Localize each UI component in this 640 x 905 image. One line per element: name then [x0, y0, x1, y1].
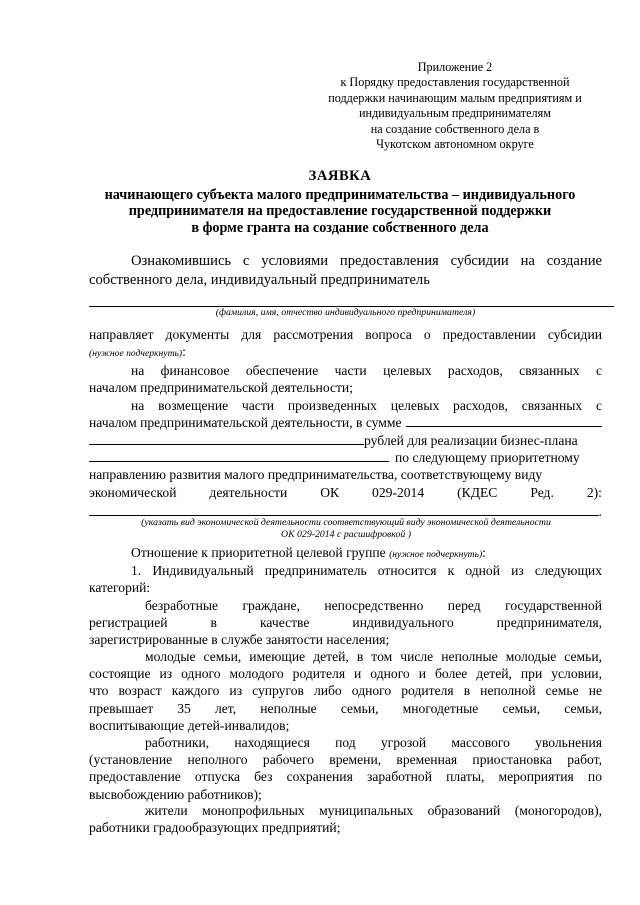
- amount-block: рублей для реализации бизнес-плана по следующему приоритетному направлению развития малого предпринимательства, соответствующему виду экономической деятельности ОК 029-2014 (КДЕС Ред. 2): .: [89, 433, 602, 519]
- appendix-line: поддержки начинающим малым предприятиям и: [328, 90, 582, 105]
- directs-colon: :: [182, 344, 186, 360]
- okved-field[interactable]: [89, 501, 599, 516]
- category-line: жители монопрофильных муниципальных образований (моногородов),: [145, 803, 602, 818]
- okved-line: [89, 484, 602, 501]
- okved-caption-line: (указать вид экономической деятельности соответствующий виду экономической деятельности: [141, 517, 551, 528]
- appendix-line: на создание собственного дела в: [370, 121, 540, 136]
- category-unemployed: [89, 597, 602, 649]
- appendix-line: к Порядку предоставления государственной: [340, 75, 570, 90]
- category-line: превышает 35 лет, неполные семьи, многодетные семьи, семьи,: [89, 700, 602, 716]
- category-monotowns: [89, 802, 602, 836]
- category-young-families: [89, 648, 602, 734]
- okved-word: 029-2014: [372, 484, 425, 500]
- intro-paragraph: [89, 252, 602, 290]
- title-line: предпринимателя на предоставление государственной поддержки: [128, 203, 552, 220]
- category-line: воспитывающие детей-инвалидов;: [89, 717, 290, 733]
- target-note: (нужное подчеркнуть): [389, 549, 483, 560]
- option-line: на возмещение части произведенных целевых расходов, связанных с: [131, 398, 602, 413]
- appendix-header: [320, 60, 590, 152]
- item-1: [89, 562, 602, 596]
- category-line: безработные граждане, непосредственно перед государственной: [145, 598, 602, 613]
- title-main: ЗАЯВКА: [308, 168, 372, 184]
- category-line: зарегистрированные в службе занятости населения;: [89, 632, 390, 648]
- title-line: в форме гранта на создание собственного дела: [191, 219, 489, 236]
- directs-line: направляет документы для рассмотрения вопроса о предоставлении субсидии: [89, 327, 602, 342]
- amount-label: рублей для реализации бизнес-плана: [364, 433, 578, 448]
- target-colon: :: [482, 545, 486, 560]
- okved-word: деятельности: [209, 484, 288, 500]
- category-line: высвобождению работников);: [89, 786, 262, 802]
- fio-caption: (фамилия, имя, отчество индивидуального предпринимателя): [215, 307, 476, 318]
- item-line: категорий:: [89, 580, 151, 596]
- okved-word: (КДЕС: [457, 484, 498, 500]
- intro-line: Ознакомившись с условиями предоставления субсидии на создание: [131, 253, 602, 269]
- category-line: регистрацией в качестве индивидуального предпринимателя,: [89, 615, 602, 631]
- okved-word: 2):: [586, 484, 602, 500]
- intro-line: собственного дела, индивидуальный предприниматель: [89, 272, 430, 288]
- direction-line: направлению развития малого предпринимательства, соответствующему виду: [89, 467, 543, 483]
- priority-label: по следующему приоритетному: [395, 450, 580, 466]
- okved-word: Ред.: [530, 484, 554, 500]
- option-line: на финансовое обеспечение части целевых расходов, связанных с: [131, 363, 602, 378]
- item-line: 1. Индивидуальный предприниматель относится к одной из следующих: [131, 563, 602, 578]
- category-line: (установление неполного рабочего времени, временная приостановка работ,: [89, 752, 602, 768]
- directs-note: (нужное подчеркнуть): [89, 348, 183, 360]
- document-title: [60, 168, 620, 236]
- category-line: работники градообразующих предприятий;: [89, 820, 341, 836]
- fio-block: [89, 306, 602, 319]
- option-financing: [89, 362, 602, 396]
- category-line: состоящие из одного молодого родителя и одного и более детей, при условии,: [89, 666, 602, 682]
- okved-caption-line: ОК 029-2014 с расшифровкой ): [281, 528, 411, 540]
- option-line: началом предпринимательской деятельности;: [89, 380, 353, 396]
- amount-field[interactable]: [406, 426, 602, 427]
- amount-words-field[interactable]: [89, 444, 364, 445]
- okved-word: экономической: [89, 484, 177, 500]
- category-workers-at-risk: [89, 734, 602, 803]
- category-line: работники, находящиеся под угрозой массового увольнения: [145, 735, 602, 750]
- option-line: началом предпринимательской деятельности, в сумме: [89, 415, 402, 431]
- category-line: что возраст каждого из супругов либо одного родителя в неполной семье не: [89, 683, 602, 699]
- okved-word: ОК: [320, 484, 340, 500]
- directs-paragraph: [89, 326, 602, 362]
- appendix-line: Чукотском автономном округе: [376, 137, 534, 152]
- okved-caption: [86, 517, 606, 540]
- option-reimbursement: [89, 397, 602, 431]
- target-label: Отношение к приоритетной целевой группе: [131, 545, 386, 560]
- category-line: предоставление отпуска без сохранения заработной платы, мероприятия по: [89, 769, 602, 785]
- title-line: начинающего субъекта малого предпринимательства – индивидуального: [104, 187, 576, 204]
- appendix-line: Приложение 2: [417, 60, 493, 74]
- category-line: молодые семьи, имеющие детей, в том числе неполные молодые семьи,: [145, 649, 602, 664]
- appendix-line: индивидуальным предпринимателям: [359, 106, 551, 121]
- target-group: [89, 544, 602, 563]
- priority-field[interactable]: [89, 461, 389, 462]
